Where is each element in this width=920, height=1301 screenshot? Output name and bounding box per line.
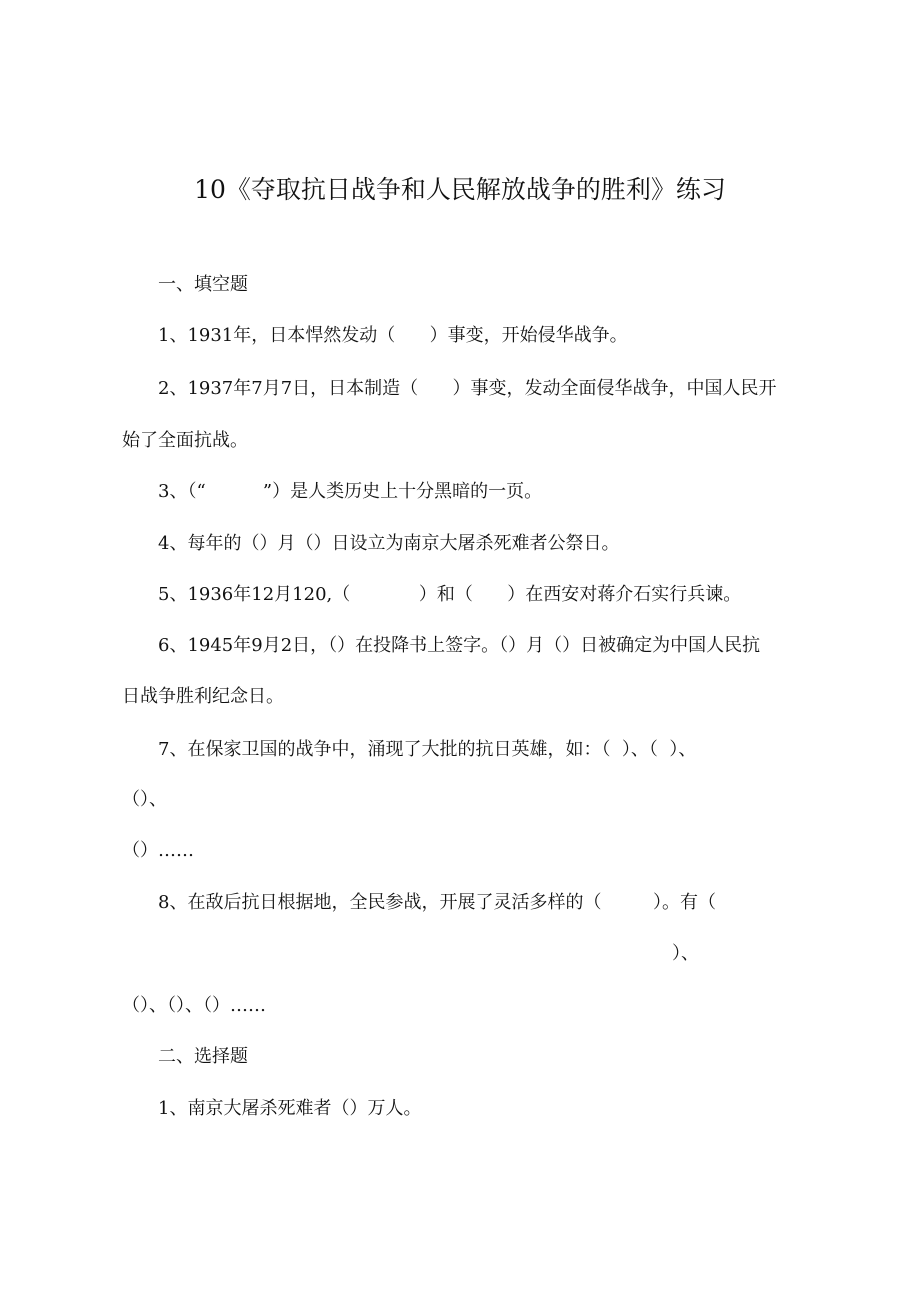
section-heading-fill-blank: 一、填空题 [158, 274, 248, 295]
question-line: 3、（“ ”）是人类历史上十分黑暗的一页。 [158, 481, 543, 502]
question-line: （）、 [122, 789, 167, 810]
question-line: 日战争胜利纪念日。 [122, 686, 284, 707]
question-line: 2、1937年7月7日，日本制造（ ）事变，发动全面侵华战争，中国人民开 [158, 378, 777, 399]
question-line: （）…… [122, 840, 194, 861]
question-line: 5、1936年12月120,（ ）和（ ）在西安对蒋介石实行兵谏。 [158, 584, 742, 605]
question-line: （）、（）、（）…… [122, 995, 266, 1016]
question-line: 1、1931年，日本悍然发动（ ）事变，开始侵华战争。 [158, 325, 628, 346]
question-line: 4、每年的（）月（）日设立为南京大屠杀死难者公祭日。 [158, 533, 620, 554]
question-line: 6、1945年9月2日，（）在投降书上签字。（）月（）日被确定为中国人民抗 [158, 635, 761, 656]
document-title: 10《夺取抗日战争和人民解放战争的胜利》练习 [194, 175, 726, 204]
question-line: 始了全面抗战。 [122, 430, 248, 451]
question-line: 7、在保家卫国的战争中，涌现了大批的抗日英雄，如：（ ）、（ ）、 [158, 739, 697, 760]
question-line: ）、 [672, 943, 699, 964]
question-line: 1、南京大屠杀死难者（）万人。 [158, 1098, 422, 1119]
question-line: 8、在敌后抗日根据地，全民参战，开展了灵活多样的（ ）。有（ [158, 892, 716, 913]
section-heading-multiple-choice: 二、选择题 [158, 1046, 248, 1067]
